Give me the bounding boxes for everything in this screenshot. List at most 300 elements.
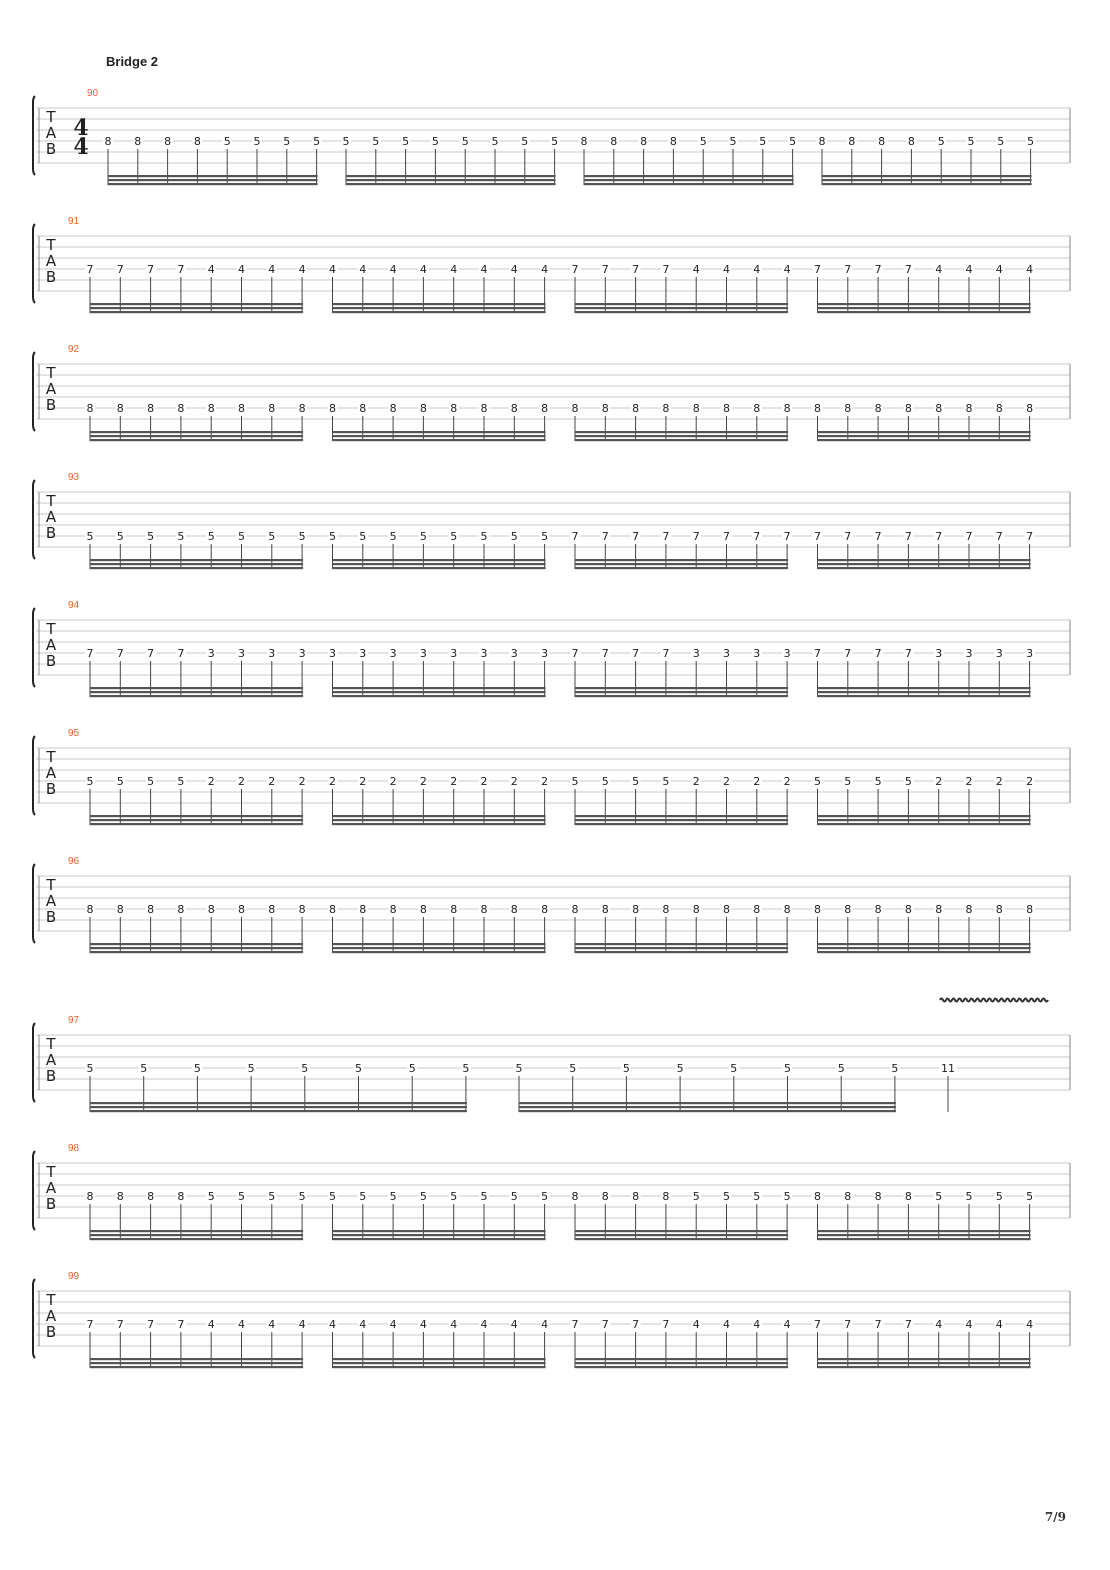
fret-number: 7 (723, 530, 730, 543)
fret-number: 7 (844, 1318, 852, 1331)
fret-number: 8 (783, 402, 791, 415)
fret-number: 2 (965, 775, 973, 788)
note-beam (90, 563, 303, 565)
tab-system (33, 600, 1070, 697)
fret-number: 4 (995, 263, 1003, 276)
fret-number: 5 (359, 530, 367, 543)
fret-number: 3 (995, 647, 1003, 660)
fret-number: 4 (207, 263, 215, 276)
fret-number: 5 (814, 775, 821, 788)
note-beam (584, 183, 794, 185)
fret-number: 2 (692, 775, 700, 788)
fret-number: 8 (571, 903, 579, 916)
fret-number: 5 (874, 775, 882, 788)
fret-number: 5 (86, 1062, 94, 1075)
note-beam (575, 1366, 788, 1368)
note-beam (333, 951, 546, 953)
fret-number: 4 (419, 263, 427, 276)
tab-clef-letter: B (45, 1323, 57, 1341)
fret-number: 4 (329, 263, 336, 276)
note-beam (90, 687, 303, 689)
fret-number: 8 (480, 402, 488, 415)
section-label: Bridge 2 (106, 54, 159, 69)
fret-number: 5 (729, 135, 737, 148)
note-beam (575, 695, 788, 697)
note-beam (575, 307, 788, 309)
fret-number: 8 (783, 903, 791, 916)
note-beam (818, 1230, 1031, 1232)
fret-number: 2 (359, 775, 367, 788)
fret-number: 7 (904, 647, 912, 660)
fret-number: 7 (844, 263, 852, 276)
fret-number: 4 (359, 263, 367, 276)
fret-number: 4 (783, 263, 791, 276)
fret-number: 5 (329, 530, 336, 543)
note-beam (333, 303, 546, 305)
fret-number: 8 (965, 402, 973, 415)
fret-number: 8 (329, 903, 336, 916)
fret-number: 8 (601, 402, 609, 415)
system-bracket (33, 608, 35, 687)
note-beam (575, 559, 788, 561)
fret-number: 8 (580, 135, 588, 148)
fret-number: 8 (450, 903, 458, 916)
fret-number: 2 (389, 775, 397, 788)
note-beam (333, 823, 546, 825)
note-beam (584, 175, 794, 177)
note-beam (90, 691, 303, 693)
note-beam (818, 951, 1031, 953)
fret-number: 8 (723, 903, 730, 916)
fret-number: 2 (450, 775, 458, 788)
note-beam (333, 1362, 546, 1364)
fret-number: 3 (389, 647, 397, 660)
fret-number: 8 (238, 903, 245, 916)
fret-number: 5 (997, 135, 1005, 148)
measure-number: 98 (68, 1143, 80, 1154)
fret-number: 7 (965, 530, 973, 543)
note-beam (90, 695, 303, 697)
fret-number: 8 (1026, 903, 1034, 916)
fret-number: 8 (669, 135, 677, 148)
note-beam (333, 947, 546, 949)
measure-number: 97 (68, 1015, 80, 1026)
fret-number: 7 (86, 1318, 94, 1331)
fret-number: 8 (541, 402, 549, 415)
note-beam (90, 435, 303, 437)
fret-number: 8 (814, 402, 821, 415)
vibrato-mark (940, 999, 1048, 1002)
fret-number: 7 (571, 1318, 579, 1331)
fret-number: 8 (904, 402, 912, 415)
note-beam (90, 1234, 303, 1236)
note-beam (333, 435, 546, 437)
fret-number: 5 (844, 775, 852, 788)
fret-number: 5 (699, 135, 707, 148)
fret-number: 8 (193, 135, 201, 148)
fret-number: 4 (207, 1318, 215, 1331)
fret-number: 7 (177, 647, 185, 660)
note-beam (108, 175, 318, 177)
fret-number: 2 (995, 775, 1003, 788)
note-beam (818, 695, 1031, 697)
fret-number: 4 (359, 1318, 367, 1331)
note-beam (346, 179, 556, 181)
note-beam (333, 687, 546, 689)
fret-number: 4 (268, 1318, 276, 1331)
fret-number: 8 (86, 903, 94, 916)
measure-number: 92 (68, 344, 80, 355)
fret-number: 8 (389, 903, 397, 916)
fret-number: 5 (86, 775, 94, 788)
note-beam (90, 1362, 303, 1364)
fret-number: 5 (402, 135, 410, 148)
fret-number: 8 (510, 903, 518, 916)
fret-number: 5 (147, 530, 155, 543)
note-beam (575, 691, 788, 693)
fret-number: 8 (632, 903, 640, 916)
tab-clef-letter: B (45, 780, 57, 798)
fret-number: 8 (818, 135, 826, 148)
fret-number: 5 (329, 1190, 336, 1203)
fret-number: 8 (571, 402, 579, 415)
fret-number: 8 (104, 135, 112, 148)
system-bracket (33, 1023, 35, 1102)
fret-number: 3 (783, 647, 791, 660)
fret-number: 5 (283, 135, 291, 148)
tab-clef-letter: B (45, 1067, 57, 1085)
fret-number: 4 (753, 1318, 761, 1331)
system-bracket (33, 864, 35, 943)
note-beam (818, 691, 1031, 693)
note-beam (333, 943, 546, 945)
note-beam (818, 431, 1031, 433)
note-beam (818, 815, 1031, 817)
note-beam (818, 1362, 1031, 1364)
page-number: 7/9 (1044, 1510, 1066, 1524)
fret-number: 4 (995, 1318, 1003, 1331)
fret-number: 7 (814, 530, 821, 543)
fret-number: 11 (941, 1062, 955, 1075)
tab-clef-letter: T (46, 1291, 56, 1309)
fret-number: 5 (247, 1062, 255, 1075)
note-beam (333, 311, 546, 313)
time-signature-numerator: 4 (73, 115, 89, 141)
fret-number: 4 (723, 1318, 730, 1331)
fret-number: 4 (692, 1318, 700, 1331)
fret-number: 5 (419, 1190, 427, 1203)
note-beam (108, 179, 318, 181)
fret-number: 8 (848, 135, 856, 148)
note-beam (584, 179, 794, 181)
note-beam (90, 567, 303, 569)
note-beam (818, 559, 1031, 561)
fret-number: 8 (965, 903, 973, 916)
fret-number: 4 (783, 1318, 791, 1331)
fret-number: 5 (753, 1190, 761, 1203)
tab-clef-letter: T (46, 236, 56, 254)
time-signature-denominator: 4 (73, 134, 89, 160)
note-beam (333, 559, 546, 561)
fret-number: 8 (164, 135, 172, 148)
fret-number: 7 (147, 263, 155, 276)
fret-number: 3 (480, 647, 488, 660)
fret-number: 8 (935, 903, 943, 916)
fret-number: 8 (1026, 402, 1034, 415)
fret-number: 8 (359, 903, 367, 916)
fret-number: 3 (268, 647, 276, 660)
fret-number: 7 (601, 530, 609, 543)
fret-number: 8 (541, 903, 549, 916)
fret-number: 4 (298, 263, 306, 276)
tab-system (33, 216, 1070, 313)
fret-number: 4 (692, 263, 700, 276)
fret-number: 4 (510, 1318, 518, 1331)
fret-number: 8 (907, 135, 915, 148)
fret-number: 7 (874, 647, 882, 660)
fret-number: 7 (662, 530, 670, 543)
fret-number: 5 (372, 135, 380, 148)
fret-number: 8 (298, 903, 306, 916)
fret-number: 5 (313, 135, 321, 148)
fret-number: 5 (995, 1190, 1003, 1203)
note-beam (333, 563, 546, 565)
tab-clef-letter: T (46, 1163, 56, 1181)
fret-number: 3 (359, 647, 367, 660)
tab-clef-letter: A (45, 636, 57, 654)
fret-number: 2 (935, 775, 943, 788)
fret-number: 8 (147, 903, 155, 916)
fret-number: 5 (193, 1062, 201, 1075)
measure-number: 91 (68, 216, 80, 227)
fret-number: 8 (692, 402, 700, 415)
tab-clef-letter: T (46, 364, 56, 382)
fret-number: 4 (450, 263, 458, 276)
tab-clef-letter: T (46, 492, 56, 510)
fret-number: 7 (904, 263, 912, 276)
note-beam (818, 311, 1031, 313)
measure-number: 99 (68, 1271, 80, 1282)
fret-number: 8 (419, 402, 427, 415)
fret-number: 7 (874, 263, 882, 276)
fret-number: 7 (904, 530, 912, 543)
fret-number: 7 (995, 530, 1003, 543)
fret-number: 8 (753, 402, 761, 415)
fret-number: 5 (253, 135, 261, 148)
fret-number: 5 (904, 775, 912, 788)
note-beam (90, 823, 303, 825)
fret-number: 3 (965, 647, 973, 660)
fret-number: 5 (1026, 1190, 1034, 1203)
fret-number: 7 (814, 1318, 821, 1331)
fret-number: 5 (268, 530, 276, 543)
fret-number: 7 (692, 530, 700, 543)
fret-number: 7 (662, 647, 670, 660)
fret-number: 8 (177, 1190, 185, 1203)
note-beam (575, 823, 788, 825)
tab-clef-letter: T (46, 620, 56, 638)
fret-number: 8 (995, 402, 1003, 415)
system-bracket (33, 1279, 35, 1358)
note-beam (333, 567, 546, 569)
note-beam (575, 435, 788, 437)
fret-number: 8 (878, 135, 886, 148)
fret-number: 4 (329, 1318, 336, 1331)
fret-number: 3 (329, 647, 336, 660)
fret-number: 7 (601, 647, 609, 660)
fret-number: 5 (891, 1062, 899, 1075)
note-beam (90, 311, 303, 313)
fret-number: 7 (632, 530, 640, 543)
fret-number: 5 (541, 1190, 549, 1203)
fret-number: 2 (723, 775, 730, 788)
tab-system (33, 344, 1070, 441)
fret-number: 5 (676, 1062, 684, 1075)
fret-number: 8 (610, 135, 618, 148)
fret-number: 8 (116, 1190, 124, 1203)
fret-number: 5 (521, 135, 529, 148)
fret-number: 5 (510, 530, 518, 543)
fret-number: 7 (632, 1318, 640, 1331)
note-beam (333, 1366, 546, 1368)
fret-number: 2 (541, 775, 549, 788)
fret-number: 8 (298, 402, 306, 415)
note-beam (575, 431, 788, 433)
fret-number: 5 (419, 530, 427, 543)
note-beam (90, 1106, 467, 1108)
note-beam (575, 563, 788, 565)
note-beam (333, 691, 546, 693)
fret-number: 7 (116, 1318, 124, 1331)
fret-number: 7 (904, 1318, 912, 1331)
fret-number: 7 (874, 530, 882, 543)
system-bracket (33, 480, 35, 559)
fret-number: 3 (450, 647, 458, 660)
tab-clef-letter: A (45, 1307, 57, 1325)
note-beam (818, 823, 1031, 825)
fret-number: 4 (935, 1318, 943, 1331)
fret-number: 8 (450, 402, 458, 415)
fret-number: 7 (601, 1318, 609, 1331)
fret-number: 4 (389, 263, 397, 276)
fret-number: 5 (450, 1190, 458, 1203)
fret-number: 5 (116, 530, 124, 543)
fret-number: 5 (238, 1190, 245, 1203)
fret-number: 5 (789, 135, 797, 148)
fret-number: 8 (844, 1190, 852, 1203)
tab-system (33, 728, 1070, 825)
note-beam (90, 815, 303, 817)
fret-number: 3 (510, 647, 518, 660)
note-beam (90, 1230, 303, 1232)
note-beam (90, 1102, 467, 1104)
tab-clef-letter: B (45, 524, 57, 542)
fret-number: 8 (723, 402, 730, 415)
tab-clef-letter: A (45, 892, 57, 910)
fret-number: 8 (632, 1190, 640, 1203)
fret-number: 3 (1026, 647, 1034, 660)
fret-number: 5 (480, 1190, 488, 1203)
note-beam (818, 303, 1031, 305)
note-beam (90, 439, 303, 441)
fret-number: 5 (480, 530, 488, 543)
fret-number: 4 (1026, 1318, 1034, 1331)
fret-number: 5 (632, 775, 640, 788)
note-beam (575, 303, 788, 305)
fret-number: 4 (450, 1318, 458, 1331)
fret-number: 7 (844, 647, 852, 660)
fret-number: 4 (480, 1318, 488, 1331)
measure-number: 90 (87, 88, 99, 99)
note-beam (333, 815, 546, 817)
fret-number: 3 (692, 647, 700, 660)
system-bracket (33, 352, 35, 431)
note-beam (575, 1234, 788, 1236)
tab-clef-letter: B (45, 1195, 57, 1213)
fret-number: 8 (268, 903, 276, 916)
fret-number: 3 (238, 647, 245, 660)
fret-number: 5 (177, 775, 185, 788)
fret-number: 5 (461, 135, 469, 148)
note-beam (333, 1230, 546, 1232)
tab-clef-letter: A (45, 124, 57, 142)
fret-number: 3 (207, 647, 215, 660)
system-bracket (33, 736, 35, 815)
fret-number: 5 (662, 775, 670, 788)
fret-number: 7 (814, 263, 821, 276)
fret-number: 4 (238, 1318, 245, 1331)
note-beam (818, 1238, 1031, 1240)
fret-number: 5 (551, 135, 559, 148)
tab-clef-letter: B (45, 652, 57, 670)
note-beam (575, 951, 788, 953)
note-beam (346, 175, 556, 177)
fret-number: 7 (935, 530, 943, 543)
note-beam (519, 1102, 896, 1104)
fret-number: 8 (640, 135, 648, 148)
fret-number: 3 (419, 647, 427, 660)
fret-number: 7 (844, 530, 852, 543)
fret-number: 8 (207, 402, 215, 415)
fret-number: 8 (874, 1190, 882, 1203)
fret-number: 8 (359, 402, 367, 415)
fret-number: 2 (510, 775, 518, 788)
fret-number: 8 (389, 402, 397, 415)
fret-number: 7 (632, 647, 640, 660)
fret-number: 7 (753, 530, 761, 543)
note-beam (575, 1238, 788, 1240)
system-bracket (33, 1151, 35, 1230)
fret-number: 8 (935, 402, 943, 415)
fret-number: 8 (571, 1190, 579, 1203)
fret-number: 2 (207, 775, 215, 788)
fret-number: 5 (601, 775, 609, 788)
fret-number: 5 (935, 1190, 943, 1203)
fret-number: 5 (359, 1190, 367, 1203)
note-beam (519, 1106, 896, 1108)
fret-number: 5 (569, 1062, 577, 1075)
fret-number: 5 (342, 135, 350, 148)
fret-number: 5 (389, 1190, 397, 1203)
system-bracket (33, 96, 35, 175)
fret-number: 7 (571, 647, 579, 660)
fret-number: 5 (462, 1062, 470, 1075)
fret-number: 5 (355, 1062, 362, 1075)
fret-number: 8 (662, 402, 670, 415)
fret-number: 8 (207, 903, 215, 916)
tab-clef-letter: A (45, 252, 57, 270)
fret-number: 7 (1026, 530, 1034, 543)
